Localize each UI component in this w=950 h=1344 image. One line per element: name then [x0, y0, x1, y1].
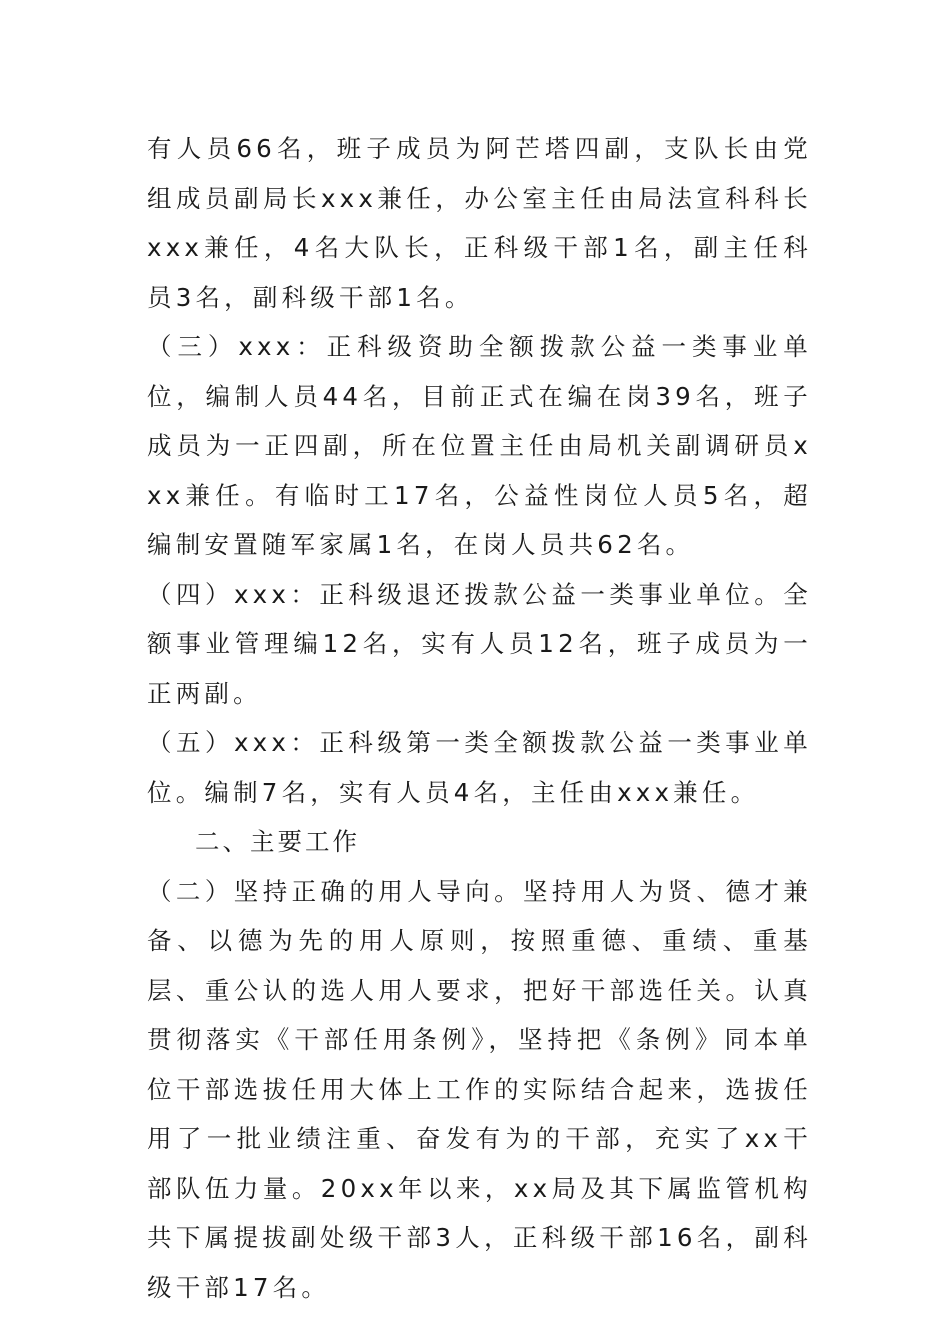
section-heading-main-work: 二、主要工作	[195, 827, 360, 856]
paragraph-unit-four: （四）xxx：正科级退还拨款公益一类事业单位。全额事业管理编12名，实有人员12名，班子成员为一正两副。	[147, 579, 812, 708]
paragraph-personnel-orientation: （二）坚持正确的用人导向。坚持用人为贤、德才兼备、以德为先的用人原则，按照重德、重绩、重基层、重公认的选人用人要求，把好干部选任关。认真贯彻落实《干部任用条例》，坚持把《条例》同本单位干部选拔任用大体上工作的实际结合起来，选拔任用了一批业绩注重、奋发有为的干部，充实了xx干部队伍力量。20xx年以来，xx局及其下属监管机构共下属提拔副处级干部3人，正科级干部16名，副科级干部17名。	[147, 876, 812, 1302]
paragraph-staffing-summary: 有人员66名，班子成员为阿芒塔四副，支队长由党组成员副局长xxx兼任，办公室主任由局法宣科科长xxx兼任，4名大队长，正科级干部1名，副主任科员3名，副科级干部1名。	[147, 134, 812, 312]
document-body	[147, 124, 812, 1312]
paragraph-unit-three: （三）xxx：正科级资助全额拨款公益一类事业单位，编制人员44名，目前正式在编在岗39名，班子成员为一正四副，所在位置主任由局机关副调研员xxx兼任。有临时工17名，公益性岗位人员5名，超编制安置随军家属1名，在岗人员共62名。	[147, 332, 812, 559]
paragraph-unit-five: （五）xxx：正科级第一类全额拨款公益一类事业单位。编制7名，实有人员4名，主任由xxx兼任。	[147, 728, 812, 807]
